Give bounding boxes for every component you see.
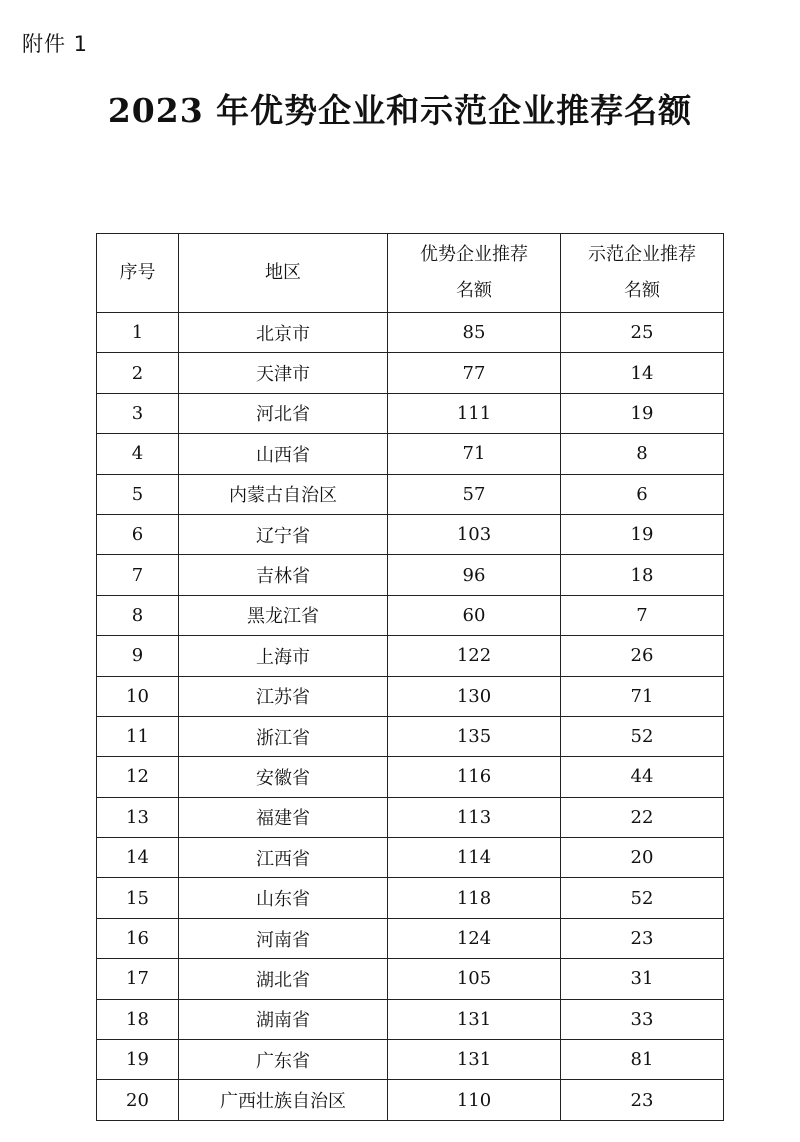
cell-index: 11 bbox=[97, 716, 179, 756]
cell-advantage-quota: 110 bbox=[388, 1080, 561, 1120]
cell-demo-quota: 19 bbox=[561, 393, 724, 433]
table-row bbox=[97, 434, 724, 474]
cell-advantage-quota: 77 bbox=[388, 353, 561, 393]
table-row bbox=[97, 313, 724, 353]
cell-demo-quota: 6 bbox=[561, 474, 724, 514]
header-demo-line2: 名额 bbox=[624, 280, 660, 301]
cell-index: 20 bbox=[97, 1080, 179, 1120]
cell-advantage-quota: 116 bbox=[388, 757, 561, 797]
cell-region: 湖南省 bbox=[179, 999, 388, 1039]
cell-index: 18 bbox=[97, 999, 179, 1039]
cell-advantage-quota: 103 bbox=[388, 514, 561, 554]
table-row bbox=[97, 878, 724, 918]
cell-advantage-quota: 111 bbox=[388, 393, 561, 433]
table-row bbox=[97, 636, 724, 676]
cell-advantage-quota: 96 bbox=[388, 555, 561, 595]
cell-demo-quota: 25 bbox=[561, 313, 724, 353]
cell-index: 14 bbox=[97, 838, 179, 878]
cell-index: 17 bbox=[97, 959, 179, 999]
cell-advantage-quota: 131 bbox=[388, 999, 561, 1039]
document-title: 2023 年优势企业和示范企业推荐名额 bbox=[107, 91, 693, 130]
cell-index: 5 bbox=[97, 474, 179, 514]
cell-demo-quota: 23 bbox=[561, 1080, 724, 1120]
cell-advantage-quota: 57 bbox=[388, 474, 561, 514]
cell-region: 河南省 bbox=[179, 918, 388, 958]
table-row bbox=[97, 595, 724, 635]
cell-index: 6 bbox=[97, 514, 179, 554]
cell-demo-quota: 7 bbox=[561, 595, 724, 635]
cell-region: 广西壮族自治区 bbox=[179, 1080, 388, 1120]
header-advantage-quota bbox=[388, 234, 561, 313]
cell-region: 浙江省 bbox=[179, 716, 388, 756]
cell-index: 3 bbox=[97, 393, 179, 433]
cell-advantage-quota: 60 bbox=[388, 595, 561, 635]
cell-advantage-quota: 122 bbox=[388, 636, 561, 676]
cell-index: 13 bbox=[97, 797, 179, 837]
cell-region: 广东省 bbox=[179, 1040, 388, 1080]
header-region: 地区 bbox=[179, 234, 388, 313]
header-demo-line1: 示范企业推荐 bbox=[588, 244, 696, 265]
cell-index: 15 bbox=[97, 878, 179, 918]
cell-index: 19 bbox=[97, 1040, 179, 1080]
cell-demo-quota: 18 bbox=[561, 555, 724, 595]
cell-index: 7 bbox=[97, 555, 179, 595]
cell-region: 安徽省 bbox=[179, 757, 388, 797]
cell-region: 北京市 bbox=[179, 313, 388, 353]
cell-region: 江苏省 bbox=[179, 676, 388, 716]
table-row bbox=[97, 1040, 724, 1080]
cell-demo-quota: 19 bbox=[561, 514, 724, 554]
table-row bbox=[97, 757, 724, 797]
cell-region: 湖北省 bbox=[179, 959, 388, 999]
cell-index: 8 bbox=[97, 595, 179, 635]
cell-demo-quota: 44 bbox=[561, 757, 724, 797]
cell-demo-quota: 23 bbox=[561, 918, 724, 958]
cell-region: 辽宁省 bbox=[179, 514, 388, 554]
quota-table bbox=[96, 233, 724, 1121]
table-row bbox=[97, 353, 724, 393]
cell-demo-quota: 14 bbox=[561, 353, 724, 393]
header-advantage-line2: 名额 bbox=[456, 280, 492, 301]
cell-advantage-quota: 114 bbox=[388, 838, 561, 878]
table-row bbox=[97, 999, 724, 1039]
cell-region: 内蒙古自治区 bbox=[179, 474, 388, 514]
cell-advantage-quota: 71 bbox=[388, 434, 561, 474]
table-row bbox=[97, 555, 724, 595]
table-row bbox=[97, 676, 724, 716]
cell-demo-quota: 81 bbox=[561, 1040, 724, 1080]
table-row bbox=[97, 959, 724, 999]
cell-demo-quota: 52 bbox=[561, 878, 724, 918]
table-row bbox=[97, 838, 724, 878]
cell-region: 河北省 bbox=[179, 393, 388, 433]
cell-demo-quota: 52 bbox=[561, 716, 724, 756]
cell-region: 上海市 bbox=[179, 636, 388, 676]
header-advantage-line1: 优势企业推荐 bbox=[420, 244, 528, 265]
table-row bbox=[97, 514, 724, 554]
cell-index: 2 bbox=[97, 353, 179, 393]
cell-index: 9 bbox=[97, 636, 179, 676]
cell-demo-quota: 22 bbox=[561, 797, 724, 837]
cell-region: 天津市 bbox=[179, 353, 388, 393]
header-index: 序号 bbox=[97, 234, 179, 313]
cell-demo-quota: 20 bbox=[561, 838, 724, 878]
cell-index: 12 bbox=[97, 757, 179, 797]
cell-advantage-quota: 85 bbox=[388, 313, 561, 353]
cell-demo-quota: 33 bbox=[561, 999, 724, 1039]
header-demo-quota bbox=[561, 234, 724, 313]
cell-region: 黑龙江省 bbox=[179, 595, 388, 635]
cell-advantage-quota: 130 bbox=[388, 676, 561, 716]
table-row bbox=[97, 918, 724, 958]
cell-region: 江西省 bbox=[179, 838, 388, 878]
cell-index: 4 bbox=[97, 434, 179, 474]
table-row bbox=[97, 393, 724, 433]
cell-index: 10 bbox=[97, 676, 179, 716]
table-row bbox=[97, 1080, 724, 1120]
attachment-label: 附件 1 bbox=[22, 32, 89, 56]
cell-region: 山东省 bbox=[179, 878, 388, 918]
cell-advantage-quota: 131 bbox=[388, 1040, 561, 1080]
cell-demo-quota: 31 bbox=[561, 959, 724, 999]
cell-index: 1 bbox=[97, 313, 179, 353]
cell-demo-quota: 71 bbox=[561, 676, 724, 716]
cell-region: 福建省 bbox=[179, 797, 388, 837]
cell-advantage-quota: 118 bbox=[388, 878, 561, 918]
table-header-row bbox=[97, 234, 724, 313]
cell-advantage-quota: 135 bbox=[388, 716, 561, 756]
cell-demo-quota: 26 bbox=[561, 636, 724, 676]
table-row bbox=[97, 474, 724, 514]
cell-region: 山西省 bbox=[179, 434, 388, 474]
cell-advantage-quota: 113 bbox=[388, 797, 561, 837]
cell-demo-quota: 8 bbox=[561, 434, 724, 474]
table-row bbox=[97, 797, 724, 837]
cell-advantage-quota: 124 bbox=[388, 918, 561, 958]
cell-region: 吉林省 bbox=[179, 555, 388, 595]
table-row bbox=[97, 716, 724, 756]
cell-advantage-quota: 105 bbox=[388, 959, 561, 999]
table-body bbox=[97, 313, 724, 1121]
cell-index: 16 bbox=[97, 918, 179, 958]
